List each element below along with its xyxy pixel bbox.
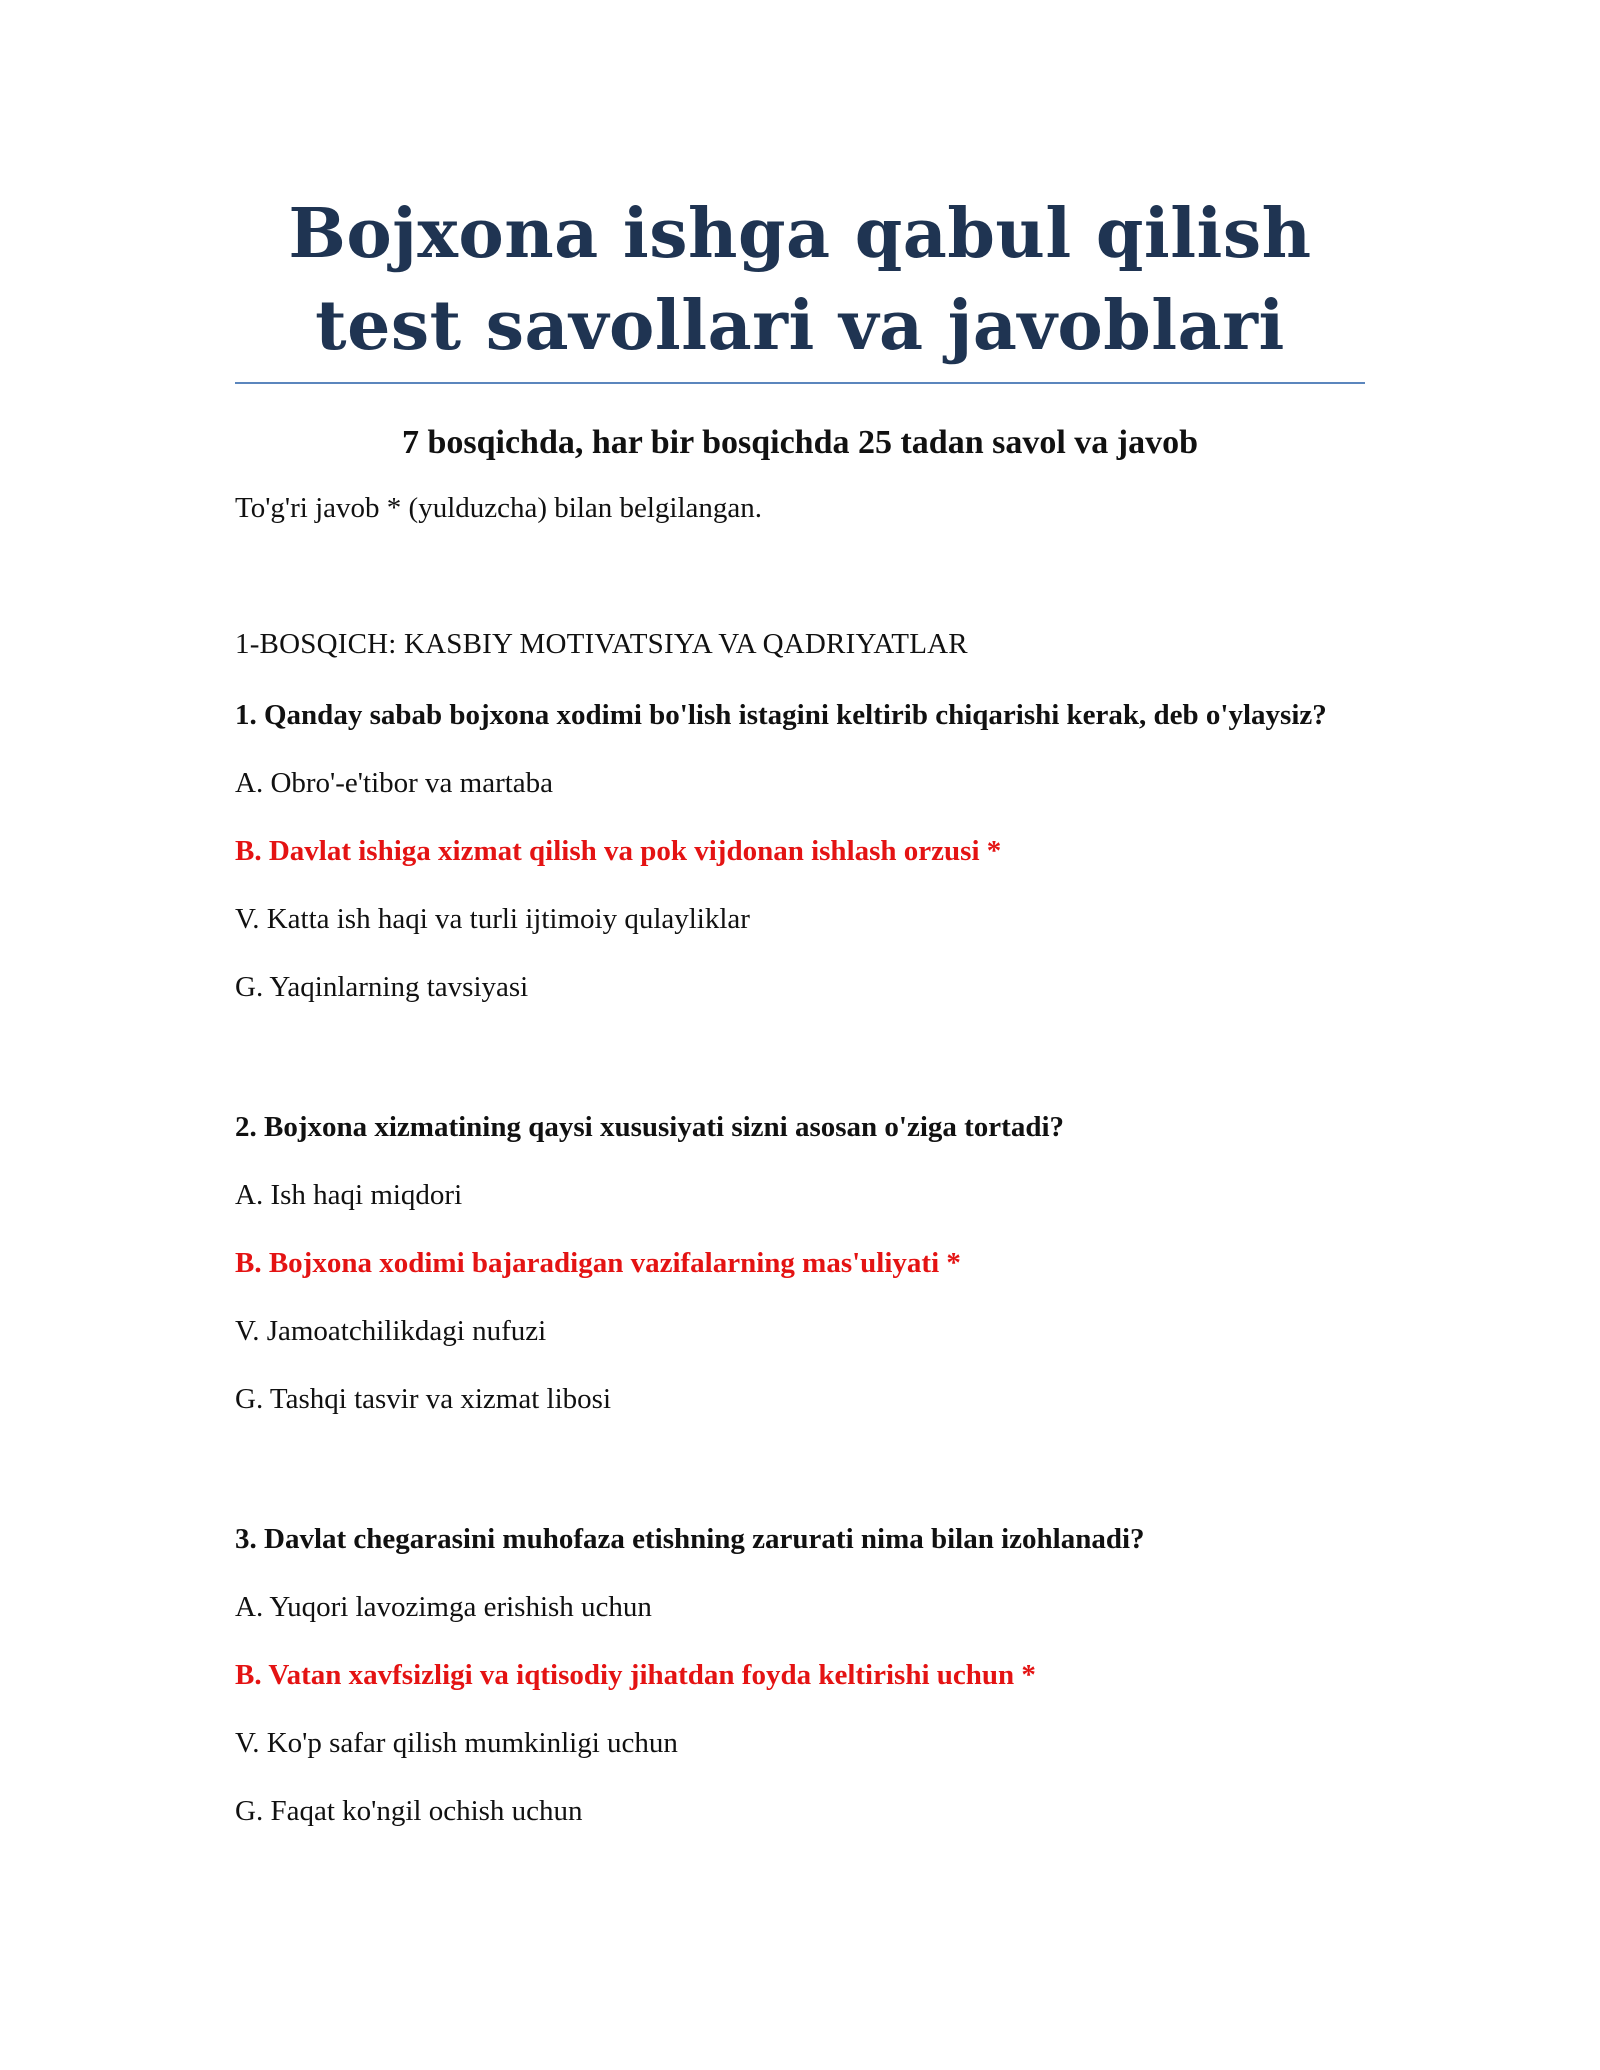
document-page bbox=[235, 0, 1365, 1832]
answer-option-a: A. Obro'-e'tibor va martaba bbox=[235, 767, 554, 799]
question-block-1 bbox=[235, 694, 1365, 1008]
question-text: 2. Bojxona xizmatining qaysi xususiyati sizni asosan o'ziga tortadi? bbox=[235, 1111, 1065, 1143]
question-block-2 bbox=[235, 1106, 1365, 1420]
document-title: Bojxona ishga qabul qilish test savollari va javoblari bbox=[288, 194, 1312, 366]
question-text: 1. Qanday sabab bojxona xodimi bo'lish istagini keltirib chiqarishi kerak, deb o'ylaysiz? bbox=[235, 699, 1327, 731]
answer-option-b-correct: B. Davlat ishiga xizmat qilish va pok vijdonan ishlash orzusi * bbox=[235, 835, 1002, 867]
answer-option-g: G. Faqat ko'ngil ochish uchun bbox=[235, 1795, 583, 1827]
answer-option-b-correct: B. Bojxona xodimi bajaradigan vazifalarning mas'uliyati * bbox=[235, 1247, 961, 1279]
answer-option-a: A. Yuqori lavozimga erishish uchun bbox=[235, 1591, 652, 1623]
answer-option-v: V. Ko'p safar qilish mumkinligi uchun bbox=[235, 1727, 678, 1759]
question-block-3 bbox=[235, 1518, 1365, 1832]
answer-option-v: V. Jamoatchilikdagi nufuzi bbox=[235, 1315, 547, 1347]
document-subtitle: 7 bosqichda, har bir bosqichda 25 tadan savol va javob bbox=[401, 424, 1199, 461]
stage-heading: 1-BOSQICH: KASBIY MOTIVATSIYA VA QADRIYATLAR bbox=[235, 628, 968, 660]
title-divider bbox=[235, 382, 1365, 384]
answer-key-note: To'g'ri javob * (yulduzcha) bilan belgilangan. bbox=[235, 492, 763, 524]
answer-option-a: A. Ish haqi miqdori bbox=[235, 1179, 463, 1211]
answer-option-b-correct: B. Vatan xavfsizligi va iqtisodiy jihatdan foyda keltirishi uchun * bbox=[235, 1659, 1036, 1691]
answer-option-v: V. Katta ish haqi va turli ijtimoiy qulayliklar bbox=[235, 903, 750, 935]
question-text: 3. Davlat chegarasini muhofaza etishning zarurati nima bilan izohlanadi? bbox=[235, 1523, 1145, 1555]
answer-option-g: G. Yaqinlarning tavsiyasi bbox=[235, 971, 529, 1003]
answer-option-g: G. Tashqi tasvir va xizmat libosi bbox=[235, 1383, 611, 1415]
